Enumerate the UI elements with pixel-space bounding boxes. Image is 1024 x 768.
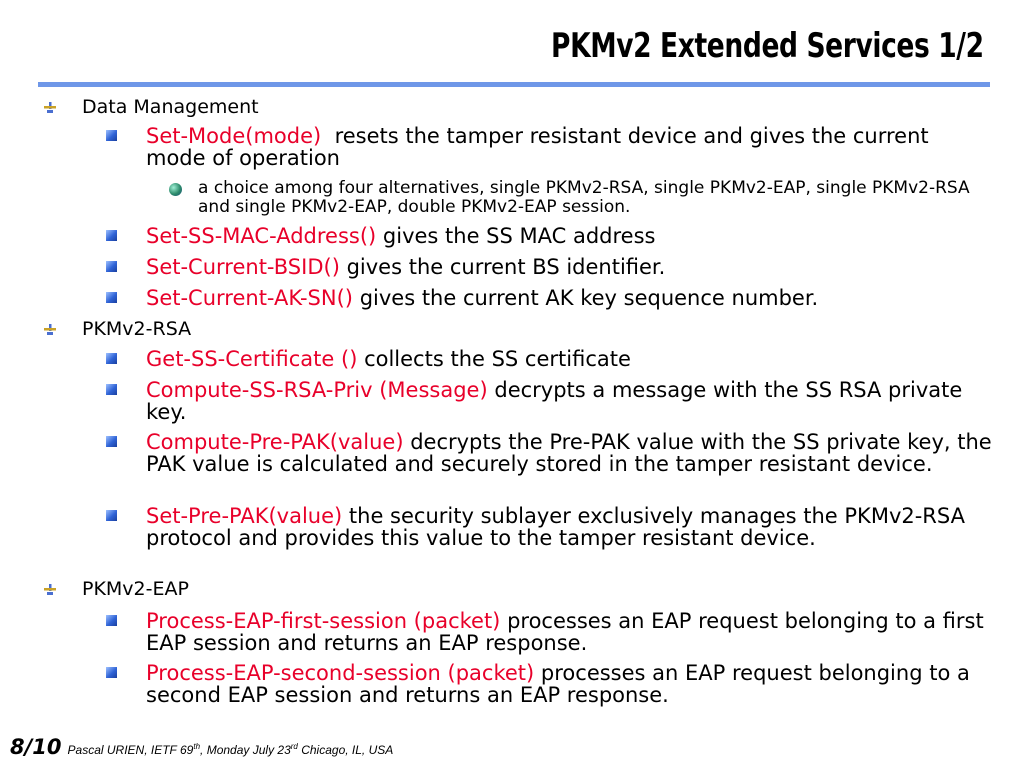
- page-total: /10: [24, 735, 62, 759]
- item-get-cert: [146, 348, 994, 370]
- footer-date: , Monday July 23: [200, 743, 291, 757]
- footer-author-text: Pascal URIEN, IETF 69: [67, 743, 194, 757]
- level2-bullet-icon: [106, 130, 117, 141]
- function-name: Set-Current-BSID(): [146, 255, 340, 279]
- heading-pkmv2-rsa: PKMv2-RSA: [82, 318, 192, 340]
- level1-bullet-icon: [44, 324, 56, 336]
- function-name: Get-SS-Certificate (): [146, 347, 358, 371]
- item-set-mode-detail: a choice among four alternatives, single PKMv2-RSA, single PKMv2-EAP, single PKMv2-RSA and single PKMv2-EAP, double PKMv2-EAP session.: [198, 178, 970, 217]
- level2-bullet-icon: [106, 261, 117, 272]
- level2-bullet-icon: [106, 292, 117, 303]
- function-desc: the security sublayer exclusively manages the PKMv2-RSA protocol and provides this value to the tamper resistant device.: [146, 504, 965, 550]
- level2-bullet-icon: [106, 615, 117, 626]
- slide-footer: [10, 735, 393, 759]
- page-number: 8: [10, 735, 25, 759]
- function-desc: collects the SS certificate: [364, 347, 631, 371]
- heading-data-management: Data Management: [82, 96, 259, 118]
- level2-bullet-icon: [106, 384, 117, 395]
- function-name: Set-Pre-PAK(value): [146, 504, 343, 528]
- level2-bullet-icon: [106, 436, 117, 447]
- item-compute-prepak: [146, 431, 994, 475]
- function-desc: gives the current BS identifier.: [346, 255, 666, 279]
- function-name: Set-SS-MAC-Address(): [146, 224, 377, 248]
- function-name: Compute-SS-RSA-Priv (Message): [146, 378, 488, 402]
- function-desc: decrypts a message with the SS RSA private key.: [146, 378, 963, 424]
- level1-bullet-icon: [44, 584, 56, 596]
- level1-bullet-icon: [44, 102, 56, 114]
- function-name: Set-Current-AK-SN(): [146, 286, 353, 310]
- level2-bullet-icon: [106, 353, 117, 364]
- level2-bullet-icon: [106, 510, 117, 521]
- function-name: Compute-Pre-PAK(value): [146, 430, 404, 454]
- level2-bullet-icon: [106, 230, 117, 241]
- function-desc: gives the current AK key sequence number.: [359, 286, 819, 310]
- level2-bullet-icon: [106, 667, 117, 678]
- function-desc: gives the SS MAC address: [382, 224, 656, 248]
- slide-title: PKMv2 Extended Services 1/2: [551, 26, 984, 66]
- footer-author: [68, 743, 394, 757]
- function-name: Process-EAP-first-session (packet): [146, 609, 501, 633]
- item-set-aksn: [146, 287, 994, 309]
- item-eap-first: [146, 610, 994, 654]
- item-set-mac: [146, 225, 994, 247]
- function-desc: processes an EAP request belonging to a second EAP session and returns an EAP response.: [146, 661, 970, 707]
- item-set-mode: [146, 125, 994, 169]
- footer-ietf-sup: th: [193, 742, 201, 751]
- function-desc: processes an EAP request belonging to a first EAP session and returns an EAP response.: [146, 609, 984, 655]
- function-desc: resets the tamper resistant device and gives the current mode of operation: [146, 124, 929, 170]
- item-rsa-priv: [146, 379, 994, 423]
- function-name: Process-EAP-second-session (packet): [146, 661, 535, 685]
- item-set-prepak: [146, 505, 994, 549]
- title-underline: [38, 82, 990, 87]
- item-eap-second: [146, 662, 994, 706]
- footer-date-sup: rd: [290, 742, 298, 751]
- level3-bullet-icon: [169, 183, 182, 196]
- item-set-bsid: [146, 256, 994, 278]
- heading-pkmv2-eap: PKMv2-EAP: [82, 578, 189, 600]
- function-desc: decrypts the Pre-PAK value with the SS private key, the PAK value is calculated and securely stored in the tamper resistant device.: [146, 430, 992, 476]
- footer-place: Chicago, IL, USA: [297, 743, 394, 757]
- function-name: Set-Mode(mode): [146, 124, 322, 148]
